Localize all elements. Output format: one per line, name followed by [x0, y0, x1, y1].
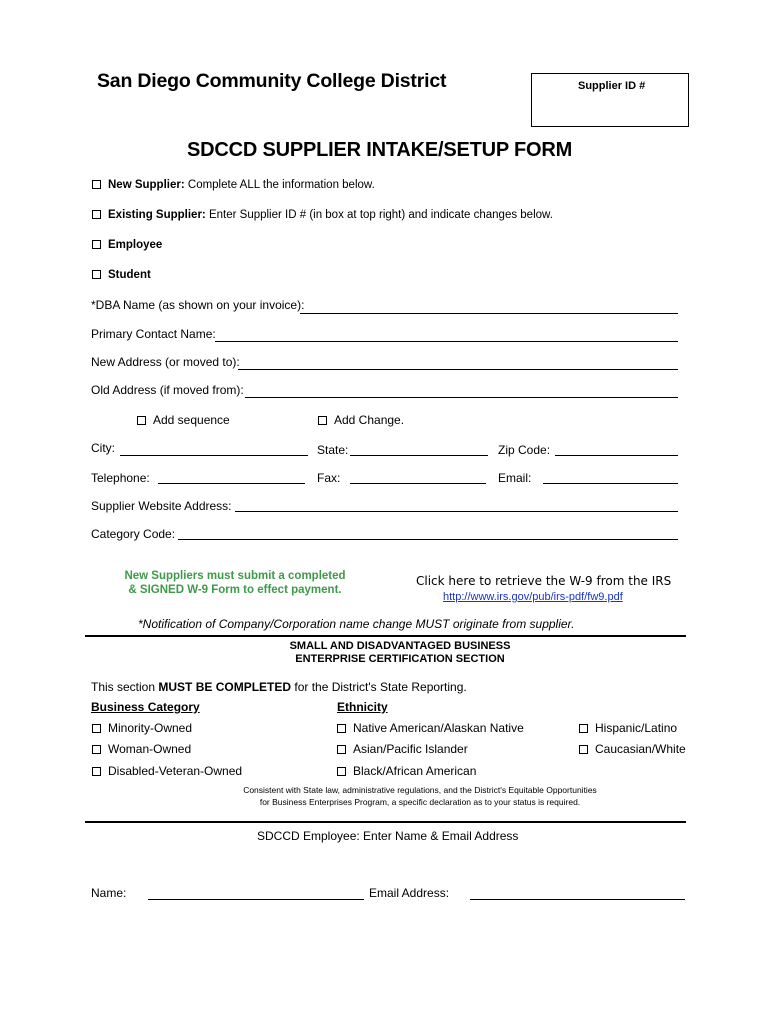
- employee-option: [92, 239, 162, 251]
- student-checkbox[interactable]: [92, 270, 101, 279]
- existing-supplier-option: [92, 209, 553, 221]
- old-address-label: Old Address (if moved from):: [91, 383, 244, 397]
- contact-label: Primary Contact Name:: [91, 327, 216, 341]
- state-field[interactable]: [350, 455, 488, 456]
- native-american-option: [337, 721, 524, 735]
- telephone-label: Telephone:: [91, 471, 150, 485]
- irs-w9-link[interactable]: http://www.irs.gov/pub/irs-pdf/fw9.pdf: [443, 591, 623, 603]
- asian-pacific-option: [337, 742, 468, 756]
- caucasian-white-checkbox[interactable]: [579, 745, 588, 754]
- w9-notice-line2: & SIGNED W-9 Form to effect payment.: [128, 584, 342, 596]
- add-sequence-label: Add sequence: [153, 413, 230, 427]
- intro-pre: This section: [91, 680, 159, 694]
- add-sequence-checkbox[interactable]: [137, 416, 146, 425]
- add-change-checkbox[interactable]: [318, 416, 327, 425]
- district-name: San Diego Community College District: [97, 70, 447, 92]
- new-supplier-label: New Supplier:: [108, 179, 185, 191]
- contact-field[interactable]: [215, 341, 678, 342]
- employee-label: Employee: [108, 239, 163, 251]
- supplier-id-label: Supplier ID #: [578, 80, 646, 92]
- disabled-veteran-checkbox[interactable]: [92, 767, 101, 776]
- new-address-label: New Address (or moved to):: [91, 355, 240, 369]
- employee-heading: SDCCD Employee: Enter Name & Email Address: [257, 829, 519, 843]
- dba-label: *DBA Name (as shown on your invoice):: [91, 298, 305, 312]
- caucasian-white-option: [579, 742, 686, 756]
- asian-pacific-label: Asian/Pacific Islander: [353, 742, 468, 756]
- form-title: SDCCD SUPPLIER INTAKE/SETUP FORM: [187, 139, 573, 161]
- section-divider-top: [85, 635, 686, 637]
- zip-field[interactable]: [555, 455, 678, 456]
- woman-owned-option: [92, 742, 191, 756]
- fax-label: Fax:: [317, 471, 341, 485]
- new-supplier-checkbox[interactable]: [92, 180, 101, 189]
- native-american-checkbox[interactable]: [337, 724, 346, 733]
- certification-disclaimer: [220, 784, 620, 808]
- w9-notice-line1: New Suppliers must submit a completed: [124, 570, 346, 582]
- w9-notice: [110, 569, 360, 597]
- hispanic-latino-checkbox[interactable]: [579, 724, 588, 733]
- employee-email-field[interactable]: [470, 899, 685, 900]
- add-change-label: Add Change.: [334, 413, 405, 427]
- certification-title-line2: ENTERPRISE CERTIFICATION SECTION: [295, 653, 505, 665]
- website-field[interactable]: [235, 511, 678, 512]
- disclaimer-line1: Consistent with State law, administrative regulations, and the District's Equitable Opportunities: [243, 785, 597, 795]
- email-label: Email:: [498, 471, 532, 485]
- category-field[interactable]: [178, 539, 678, 540]
- dba-field[interactable]: [300, 313, 678, 314]
- irs-text: Click here to retrieve the W-9 from the IRS: [416, 574, 672, 588]
- hispanic-latino-option: [579, 721, 677, 735]
- student-label: Student: [108, 269, 151, 281]
- zip-label: Zip Code:: [498, 443, 551, 457]
- student-option: [92, 269, 151, 281]
- old-address-field[interactable]: [245, 397, 678, 398]
- state-label: State:: [317, 443, 349, 457]
- certification-title: [240, 640, 560, 666]
- section-divider-bottom: [85, 821, 686, 823]
- fax-field[interactable]: [350, 483, 486, 484]
- disclaimer-line2: for Business Enterprises Program, a specific declaration as to your status is required.: [259, 797, 581, 807]
- disabled-veteran-label: Disabled-Veteran-Owned: [108, 764, 243, 778]
- hispanic-latino-label: Hispanic/Latino: [595, 721, 678, 735]
- name-change-notice: *Notification of Company/Corporation name change MUST originate from supplier.: [138, 617, 575, 631]
- add-sequence-option: [137, 413, 230, 427]
- existing-supplier-checkbox[interactable]: [92, 210, 101, 219]
- new-address-field[interactable]: [238, 369, 678, 370]
- black-african-checkbox[interactable]: [337, 767, 346, 776]
- woman-owned-label: Woman-Owned: [108, 742, 192, 756]
- native-american-label: Native American/Alaskan Native: [353, 721, 524, 735]
- asian-pacific-checkbox[interactable]: [337, 745, 346, 754]
- city-label: City:: [91, 441, 115, 455]
- employee-checkbox[interactable]: [92, 240, 101, 249]
- telephone-field[interactable]: [158, 483, 305, 484]
- existing-supplier-desc: Enter Supplier ID # (in box at top right) and indicate changes below.: [205, 209, 553, 221]
- category-label: Category Code:: [91, 527, 176, 541]
- minority-owned-label: Minority-Owned: [108, 721, 193, 735]
- ethnicity-heading: Ethnicity: [337, 700, 388, 714]
- employee-name-field[interactable]: [148, 899, 364, 900]
- minority-owned-checkbox[interactable]: [92, 724, 101, 733]
- city-field[interactable]: [120, 455, 308, 456]
- new-supplier-desc: Complete ALL the information below.: [184, 179, 375, 191]
- add-change-option: [318, 413, 404, 427]
- intro-bold: MUST BE COMPLETED: [158, 680, 292, 694]
- minority-owned-option: [92, 721, 192, 735]
- business-category-heading: Business Category: [91, 700, 200, 714]
- certification-title-line1: SMALL AND DISADVANTAGED BUSINESS: [289, 640, 511, 652]
- intro-post: for the District's State Reporting.: [291, 680, 467, 694]
- black-african-option: [337, 764, 476, 778]
- existing-supplier-label: Existing Supplier:: [108, 209, 206, 221]
- employee-name-label: Name:: [91, 886, 127, 900]
- certification-intro: [91, 680, 467, 694]
- new-supplier-option: [92, 179, 375, 191]
- black-african-label: Black/African American: [353, 764, 477, 778]
- caucasian-white-label: Caucasian/White: [595, 742, 686, 756]
- disabled-veteran-option: [92, 764, 242, 778]
- employee-email-label: Email Address:: [369, 886, 450, 900]
- woman-owned-checkbox[interactable]: [92, 745, 101, 754]
- supplier-id-box[interactable]: [531, 73, 689, 127]
- email-field[interactable]: [543, 483, 678, 484]
- website-label: Supplier Website Address:: [91, 499, 232, 513]
